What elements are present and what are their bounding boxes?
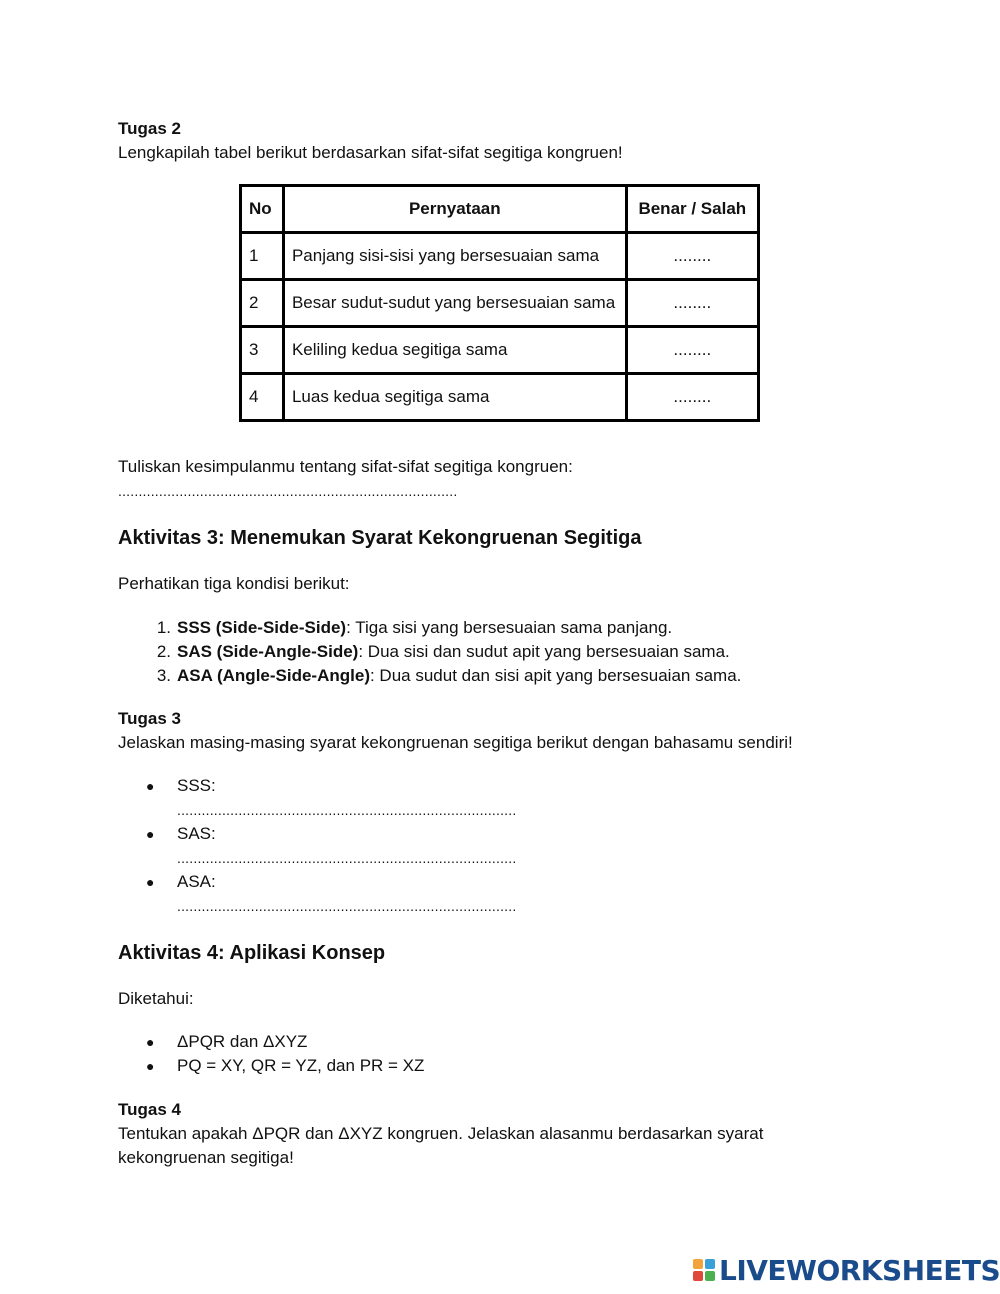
aktivitas4-title: Aktivitas 4: Aplikasi Konsep xyxy=(118,942,386,964)
bullet-icon: ● xyxy=(146,874,155,890)
tugas3-heading: Tugas 3 xyxy=(118,709,181,728)
list-item xyxy=(146,1054,425,1078)
tugas3-list xyxy=(146,774,517,918)
item-label: SAS: xyxy=(177,824,216,843)
tugas3-instruction: Jelaskan masing-masing syarat kekongruenan segitiga berikut dengan bahasamu sendiri! xyxy=(118,733,793,752)
tugas4-instruction-line1: Tentukan apakah ΔPQR dan ΔXYZ kongruen. Jelaskan alasanmu berdasarkan syarat xyxy=(118,1124,764,1143)
condition-desc: : Tiga sisi yang bersesuaian sama panjang. xyxy=(346,618,673,637)
conclusion-blank[interactable]: ................................................................................... xyxy=(118,483,458,499)
list-item xyxy=(156,640,741,664)
bullet-icon: ● xyxy=(146,826,155,842)
list-item xyxy=(156,664,742,688)
answer-blank[interactable]: ........ xyxy=(626,233,758,280)
list-item xyxy=(146,774,517,822)
header-answer: Benar / Salah xyxy=(626,186,758,233)
header-no: No xyxy=(241,186,284,233)
row-no: 1 xyxy=(241,233,284,280)
item-label: SSS: xyxy=(177,776,216,795)
aktivitas3-intro: Perhatikan tiga kondisi berikut: xyxy=(118,574,350,593)
aktivitas3-title: Aktivitas 3: Menemukan Syarat Kekongruenan Segitiga xyxy=(118,527,642,549)
given-item: ΔPQR dan ΔXYZ xyxy=(177,1032,308,1051)
logo-text: LIVEWORKSHEETS xyxy=(719,1253,1000,1287)
list-number: 2. xyxy=(156,642,171,661)
given-label: Diketahui: xyxy=(118,989,194,1008)
logo-mark-icon xyxy=(693,1259,715,1281)
condition-term: SSS (Side-Side-Side) xyxy=(177,618,347,637)
list-number: 1. xyxy=(156,618,171,637)
row-statement: Luas kedua segitiga sama xyxy=(283,374,626,421)
condition-desc: : Dua sisi dan sudut apit yang bersesuaian sama. xyxy=(358,642,730,661)
condition-term: SAS (Side-Angle-Side) xyxy=(177,642,359,661)
row-no: 4 xyxy=(241,374,284,421)
properties-table xyxy=(239,184,760,422)
header-statement: Pernyataan xyxy=(283,186,626,233)
conditions-list xyxy=(156,616,742,688)
tugas2-instruction: Lengkapilah tabel berikut berdasarkan sifat-sifat segitiga kongruen! xyxy=(118,143,623,162)
list-item xyxy=(146,870,517,918)
table-header-row xyxy=(241,186,759,233)
table-row xyxy=(241,374,759,421)
bullet-icon: ● xyxy=(146,1034,155,1050)
tugas4-heading: Tugas 4 xyxy=(118,1100,181,1119)
row-statement: Panjang sisi-sisi yang bersesuaian sama xyxy=(283,233,626,280)
answer-blank[interactable]: ................................................................................... xyxy=(177,802,517,818)
conclusion-prompt: Tuliskan kesimpulanmu tentang sifat-sifat segitiga kongruen: xyxy=(118,457,573,476)
bullet-icon: ● xyxy=(146,778,155,794)
tugas4-instruction-line2: kekongruenan segitiga! xyxy=(118,1148,294,1167)
answer-blank[interactable]: ........ xyxy=(626,280,758,327)
row-no: 3 xyxy=(241,327,284,374)
answer-blank[interactable]: ........ xyxy=(626,327,758,374)
list-item xyxy=(146,1030,424,1054)
table-row xyxy=(241,327,759,374)
item-label: ASA: xyxy=(177,872,216,891)
given-list xyxy=(146,1030,425,1078)
table-row xyxy=(241,280,759,327)
liveworksheets-logo[interactable] xyxy=(693,1255,1000,1285)
condition-desc: : Dua sudut dan sisi apit yang bersesuaian sama. xyxy=(369,666,742,685)
table-row xyxy=(241,233,759,280)
list-item xyxy=(146,822,517,870)
list-item xyxy=(156,616,741,640)
condition-term: ASA (Angle-Side-Angle) xyxy=(177,666,370,685)
tugas2-heading: Tugas 2 xyxy=(118,119,181,138)
row-no: 2 xyxy=(241,280,284,327)
answer-blank[interactable]: ........ xyxy=(626,374,758,421)
answer-blank[interactable]: ................................................................................... xyxy=(177,898,517,914)
row-statement: Keliling kedua segitiga sama xyxy=(283,327,626,374)
list-number: 3. xyxy=(156,666,171,685)
bullet-icon: ● xyxy=(146,1058,155,1074)
given-item: PQ = XY, QR = YZ, dan PR = XZ xyxy=(177,1056,425,1075)
answer-blank[interactable]: ................................................................................... xyxy=(177,850,517,866)
row-statement: Besar sudut-sudut yang bersesuaian sama xyxy=(283,280,626,327)
